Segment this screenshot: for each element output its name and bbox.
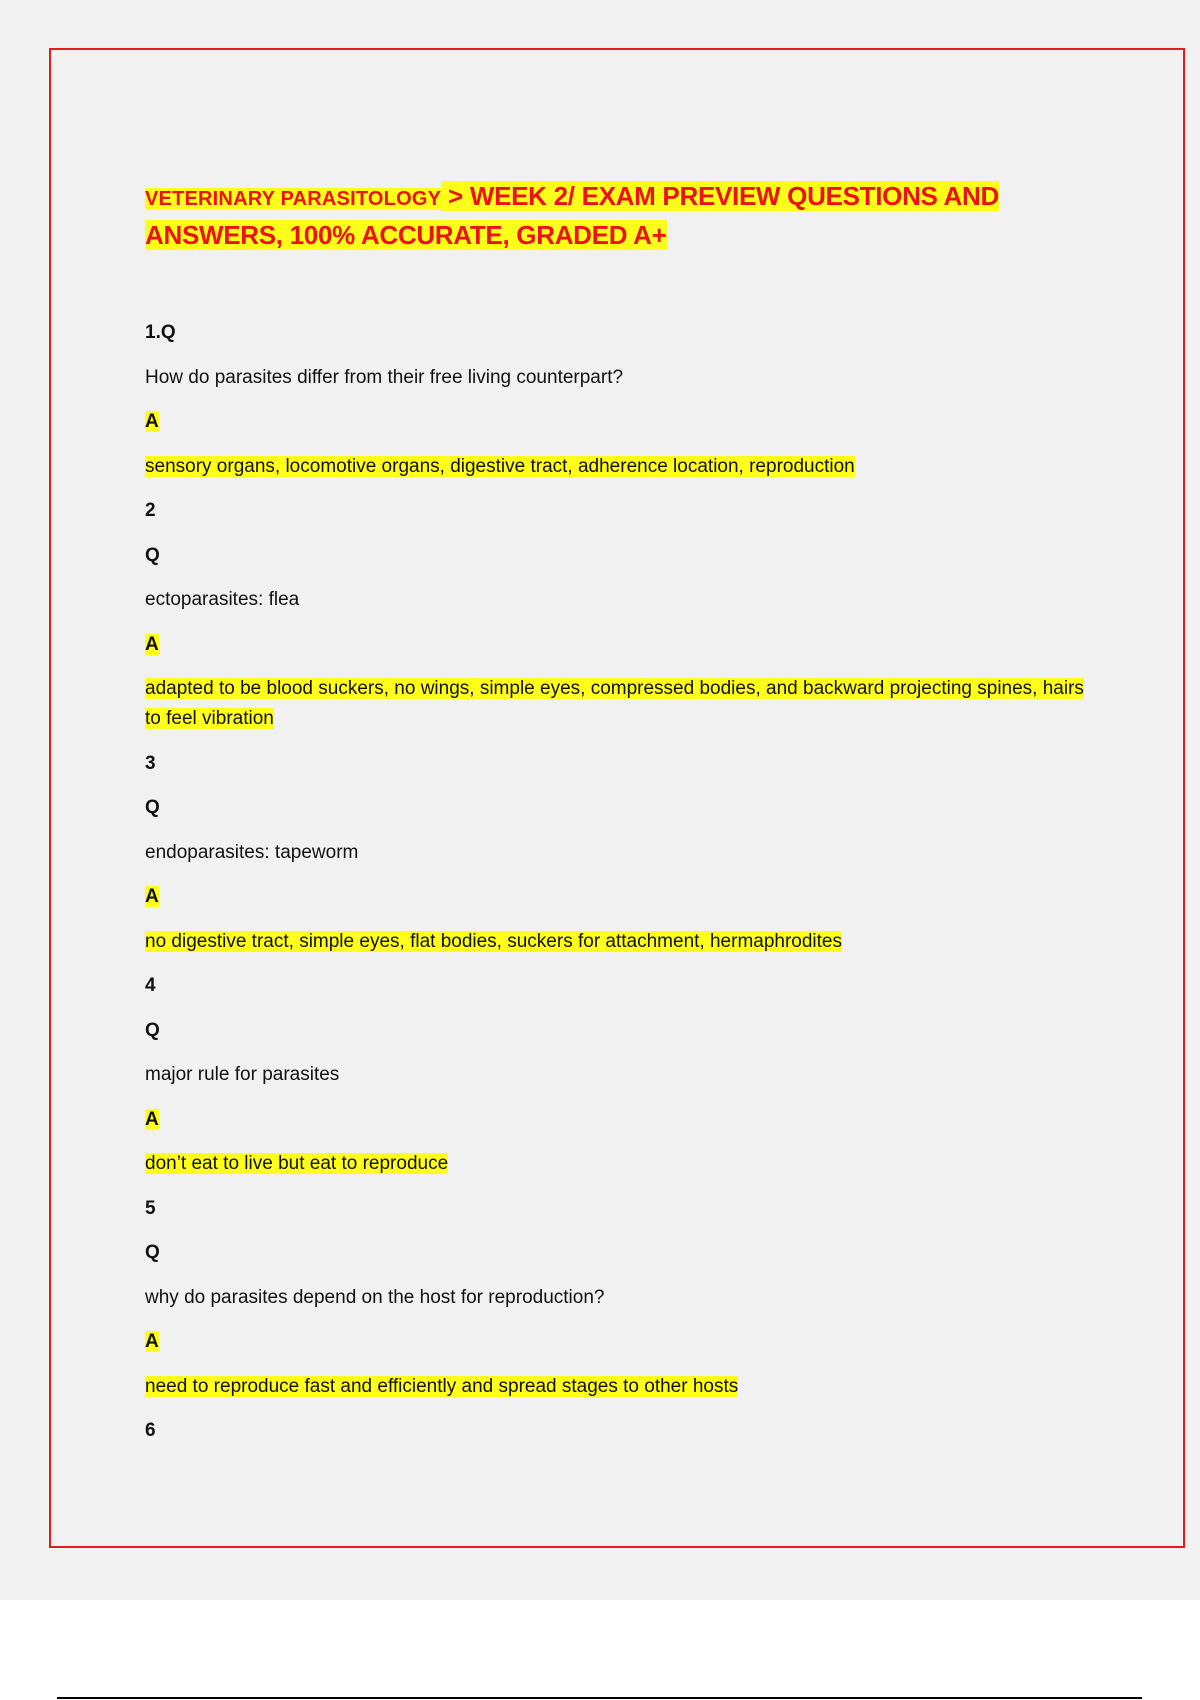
- answer-text: [145, 927, 1105, 957]
- answer-label-text: A: [145, 1108, 159, 1130]
- question-label: Q: [145, 544, 160, 566]
- answer-highlight: sensory organs, locomotive organs, digestive tract, adherence location, reproduction: [145, 455, 855, 477]
- answer-highlight: don’t eat to live but eat to reproduce: [145, 1153, 449, 1174]
- question-text: major rule for parasites: [145, 1064, 340, 1085]
- answer-highlight: need to reproduce fast and efficiently and spread stages to other hosts: [145, 1375, 739, 1397]
- answer-label: [145, 1327, 1105, 1357]
- answer-text: [145, 452, 1105, 482]
- question-text: ectoparasites: flea: [145, 589, 300, 610]
- title-subject: VETERINARY PARASITOLOGY: [145, 188, 442, 210]
- question-number: 3: [145, 752, 156, 774]
- question-label: Q: [145, 1019, 160, 1041]
- qa-list: [145, 318, 1105, 1461]
- answer-text: [145, 1149, 1105, 1179]
- answer-highlight: no digestive tract, simple eyes, flat bodies, suckers for attachment, hermaphrodites: [145, 930, 842, 952]
- question-number: 2: [145, 500, 156, 521]
- next-page-rule: [57, 1697, 1142, 1699]
- question-number: 1.Q: [145, 322, 176, 343]
- document-title: [145, 178, 1095, 253]
- answer-text: [145, 1372, 1105, 1402]
- question-label: Q: [145, 797, 160, 818]
- question-text: endoparasites: tapeworm: [145, 841, 359, 863]
- answer-label-text: A: [145, 633, 159, 655]
- answer-highlight: adapted to be blood suckers, no wings, simple eyes, compressed bodies, and backward projecting spines, hairs to feel vibration: [145, 678, 1084, 729]
- question-label: Q: [145, 1242, 160, 1263]
- question-number: 6: [145, 1420, 156, 1441]
- answer-label-text: A: [145, 1331, 159, 1352]
- answer-label: [145, 1105, 1105, 1135]
- question-text: How do parasites differ from their free living counterpart?: [145, 366, 624, 388]
- answer-label: [145, 630, 1105, 660]
- answer-label-text: A: [145, 886, 159, 907]
- question-text: why do parasites depend on the host for reproduction?: [145, 1286, 605, 1308]
- answer-text: [145, 674, 1105, 734]
- question-number: 4: [145, 975, 156, 996]
- answer-label: [145, 407, 1105, 437]
- title-heading: > WEEK 2/ EXAM PREVIEW QUESTIONS AND ANSWERS, 100% ACCURATE, GRADED A+: [145, 181, 999, 250]
- answer-label: [145, 882, 1105, 912]
- question-number: 5: [145, 1197, 156, 1219]
- answer-label-text: A: [145, 411, 159, 432]
